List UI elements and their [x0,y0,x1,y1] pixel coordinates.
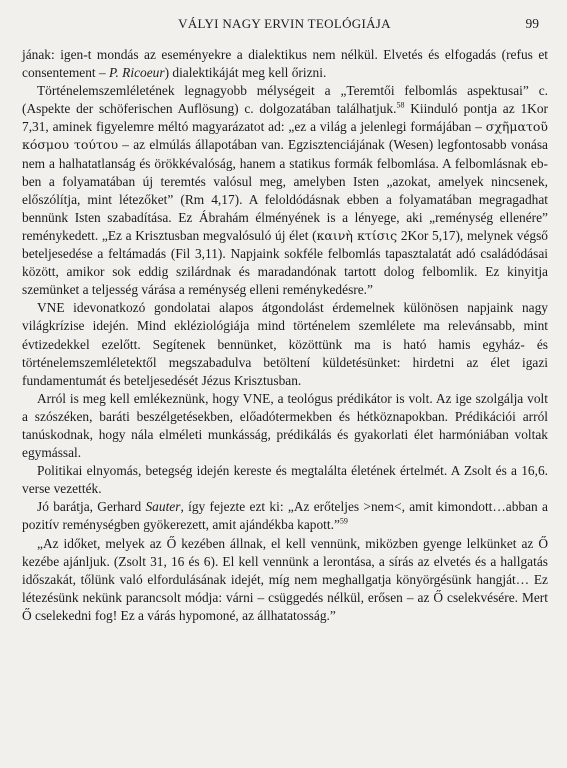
paragraph-p3 [22,390,548,462]
text-run: Politikai elnyomás, betegség idején kereste és megtalálta életének értelmét. A Zsolt és a 16,6. verse vezették. [22,463,548,497]
text-run: Kiinduló pontja az 1Kor 7,31, aminek figyelemre méltó magyarázatot ad: „ez a világ a jelenlegi formájában – [22,101,548,135]
paragraph-p4 [22,462,548,498]
paragraph-p5 [22,498,548,534]
text-run: jának: igen-t mondás az eseményekre a dialektikus nem nélkül. Elvetés és elfogadás (refus et consentement – [22,47,548,81]
text-run: , így fejezte ezt ki: „Az erőteljes >nem<, amit kimondott…abban a pozitív reménységben gyökerezett, amit ajándékba kapott.” [22,499,548,533]
paragraph-p1 [22,82,548,299]
text-run: Arról is meg kell emlékeznünk, hogy VNE, a teológus prédikátor is volt. Az ige szolgálja volt a szószéken, baráti beszélgetésekben, előadótermekben és hétköznapokban. Prédikációi arról tanúskodnak, hogy nála elméleti munkásság, prédikálás és gyakorlati élet harmóniában voltak egymással. [22,390,548,461]
running-title: VÁLYI NAGY ERVIN TEOLÓGIÁJA [178,16,391,31]
greek-phrase: σχῆματοῦ κόσμου τούτου [22,119,548,153]
italic-name: Sauter [145,499,181,515]
text-run: ) dialektikáját meg kell őrizni. [164,65,327,81]
text-run: VNE idevonatkozó gondolatai alapos átgondolást érdemelnek különösen napjaink nagy világkrízise idején. Mind ekléziológiája mind történelem szemlélete ma relevánsabb, mint évtizedekkel ezelőtt. Segítenek bennünket, közöttünk ma is ható hamis egyház- és történelemszemléletektől megszabadulva betöltení küldetésünket: hirdetni az élet igazi fundamentumát és beteljesedését Jézus Krisztusban. [22,300,548,388]
text-run: 2Kor 5,17), melynek végső beteljesedése a feltámadás (Fil 3,11). Napjaink sokféle felbomlás tapasztalatát adó családódásai között, amikor sok eddig szilárdnak és maradandónak tartott dolog felbomlik. Ez kinyitja szemünket a teljesség várása a reménység elleni reménykedésre.” [22,227,548,298]
text-run: Történelemszemléletének legnagyobb mélységeit a „Teremtői felbomlás aspektusai” c. (Aspekte der schöferischen Auflösung) c. dolgozatában találhatjuk. [22,83,548,117]
paragraph-p6 [22,535,548,625]
footnote-ref: 58 [396,100,405,110]
text-run: – az elmúlás állapotában van. Egzisztenciájának (Wesen) legfontosabb vonása nem a halhatatlanság és örökkévalóság, hanem a statikus formák felbomlása. A felbomlásnak ebben a folyamatában új teremtés valósul meg, amelyben Isten „azokat, amelyek nincsenek, előszólítja, mint létezőket” (Rm 4,17). A feloldódásnak ebben a folyamatában megragadhat bennünk Isten szabadítása. Ez Ábrahám élményének is a lényege, aki „reménység ellenére” reménykedett. „Ez a Krisztusban megvalósuló új élet ( [22,137,548,243]
paragraph-p0 [22,46,548,82]
footnote-ref: 59 [339,516,348,526]
page-number: 99 [525,16,539,31]
text-run: „Az időket, melyek az Ő kezében állnak, el kell vennünk, miközben gyenge lelkünket az Ő kezébe ajánljuk. (Zsolt 31, 16 és 6). El kell vennünk a lerontása, a sírás az elvetés és a hallgatás időszakát, tőlünk való elfordulásának idejét, míg nem meghallgatja könyörgésünk hangját… Ez létezésünk nekünk parancsolt módja: várni – csüggedés nélkül, erősen – az Ő cselekvésére. Mert Ő cselekedni fog! Ez a várás hypomoné, az állhatatosság.” [22,535,548,623]
greek-phrase: καινὴ κτίσις [316,227,398,243]
body-text [22,46,548,625]
italic-name: P. Ricoeur [109,65,165,81]
text-run: Jó barátja, Gerhard [37,499,146,515]
paragraph-p2 [22,299,548,389]
running-head [26,14,543,36]
